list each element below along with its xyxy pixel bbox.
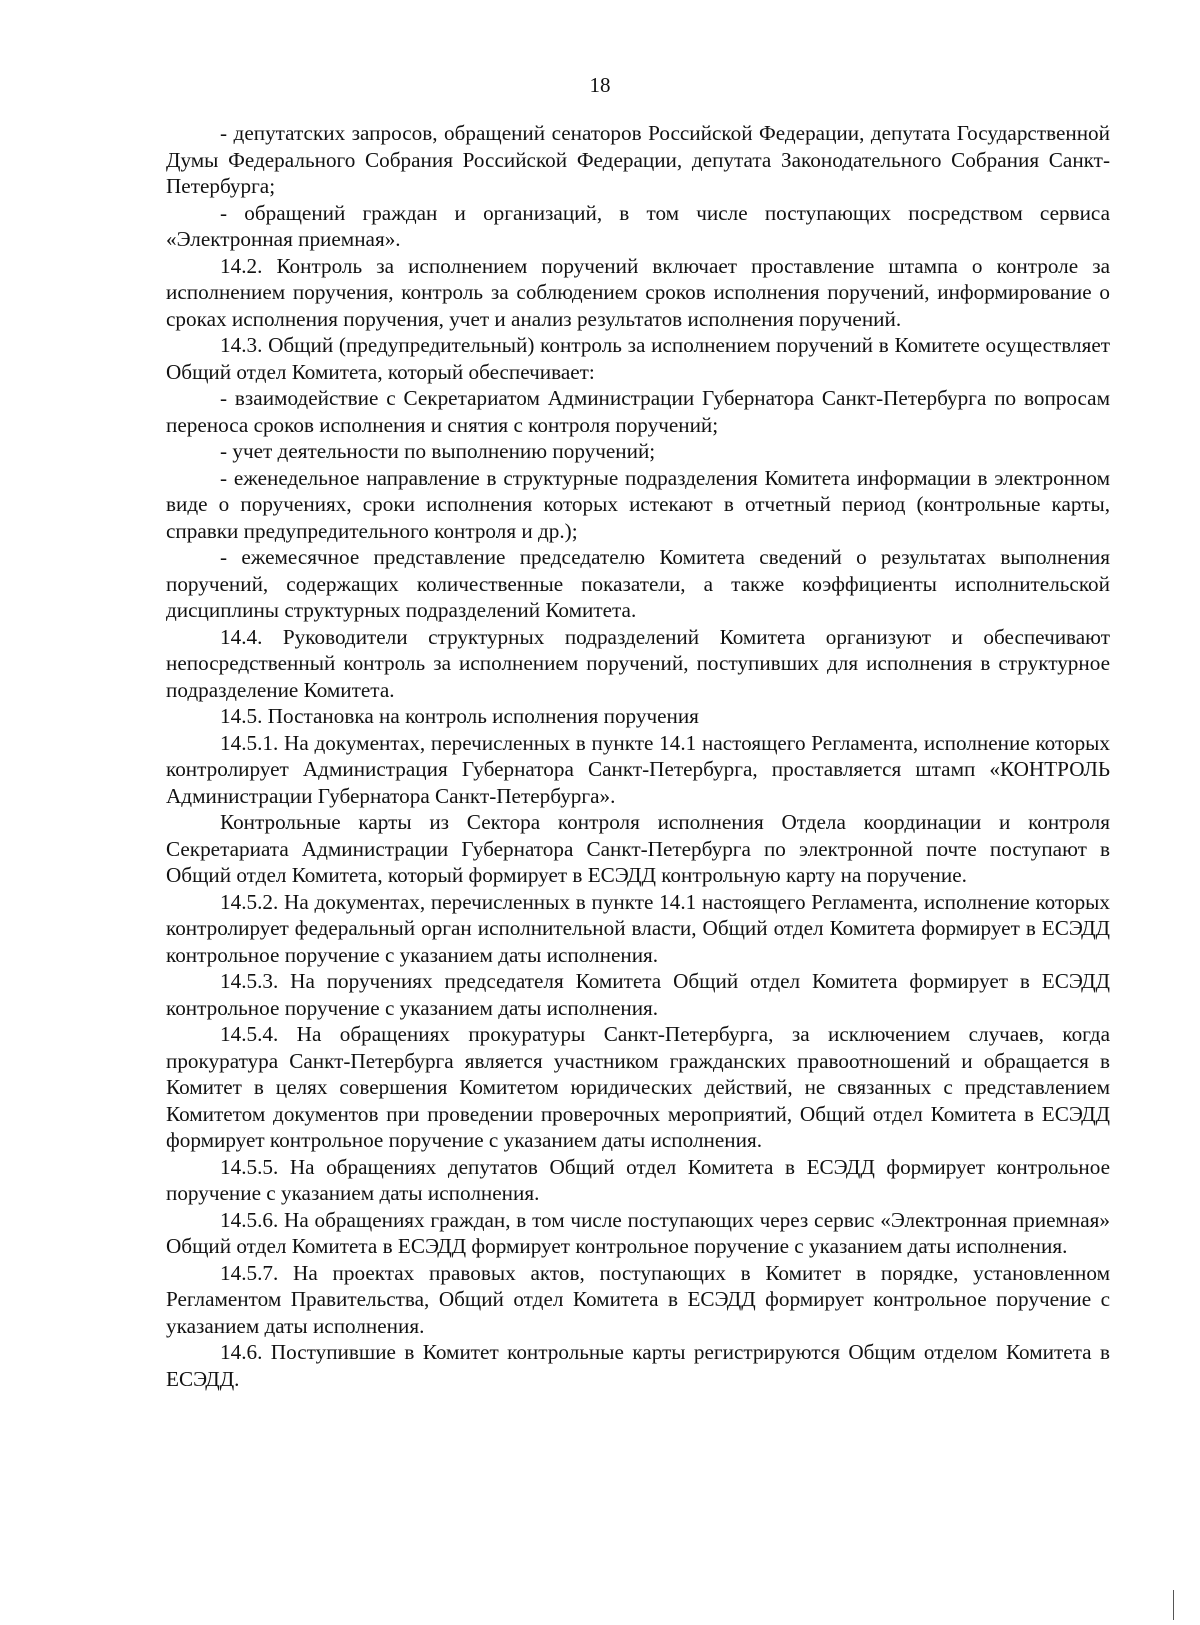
paragraph-14-5: 14.5. Постановка на контроль исполнения поручения xyxy=(220,704,699,728)
paragraph-14-5-7: 14.5.7. На проектах правовых актов, поступающих в Комитет в порядке, установленном Регламентом Правительства, Общий отдел Комитета в ЕСЭДД формирует контрольное поручение с указанием даты исполнения. xyxy=(166,1260,1110,1338)
paragraph-14-5-6: 14.5.6. На обращениях граждан, в том числе поступающих через сервис «Электронная приемная» Общий отдел Комитета в ЕСЭДД формирует контрольное поручение с указанием даты исполнения. xyxy=(166,1207,1110,1258)
paragraph-14-5-4: 14.5.4. На обращениях прокуратуры Санкт-Петербурга, за исключением случаев, когда прокуратура Санкт-Петербурга является участником гражданских правоотношений и обращается в Комитет в целях совершения Комитетом юридических действий, не связанных с представлением Комитетом документов при проведении проверочных мероприятий, Общий отдел Комитета в ЕСЭДД формирует контрольное поручение с указанием даты исполнения. xyxy=(166,1022,1110,1152)
paragraph-14-5-2: 14.5.2. На документах, перечисленных в пункте 14.1 настоящего Регламента, исполнение которых контролирует федеральный орган исполнительной власти, Общий отдел Комитета формирует в ЕСЭДД контрольное поручение с указанием даты исполнения. xyxy=(166,889,1110,967)
document-body xyxy=(166,120,1110,1392)
paragraph-14-4: 14.4. Руководители структурных подразделений Комитета организуют и обеспечивают непосредственный контроль за исполнением поручений, поступивших для исполнения в структурное подразделение Комитета. xyxy=(166,624,1110,702)
paragraph-14-2: 14.2. Контроль за исполнением поручений включает проставление штампа о контроле за исполнением поручения, контроль за соблюдением сроков исполнения поручений, информирование о сроках исполнения поручения, учет и анализ результатов исполнения поручений. xyxy=(166,253,1110,331)
paragraph-14-6: 14.6. Поступившие в Комитет контрольные карты регистрируются Общим отделом Комитета в ЕСЭДД. xyxy=(166,1340,1110,1391)
paragraph-14-5-5: 14.5.5. На обращениях депутатов Общий отдел Комитета в ЕСЭДД формирует контрольное поручение с указанием даты исполнения. xyxy=(166,1154,1110,1205)
paragraph-citizen-appeals: - обращений граждан и организаций, в том числе поступающих посредством сервиса «Электронная приемная». xyxy=(166,200,1110,251)
paragraph-14-5-1: 14.5.1. На документах, перечисленных в пункте 14.1 настоящего Регламента, исполнение которых контролирует Администрация Губернатора Санкт-Петербурга, проставляется штамп «КОНТРОЛЬ Администрации Губернатора Санкт-Петербурга». xyxy=(166,730,1110,808)
paragraph-monthly-report: - ежемесячное представление председателю Комитета сведений о результатах выполнения поручений, содержащих количественные показатели, а также коэффициенты исполнительской дисциплины структурных подразделений Комитета. xyxy=(166,545,1110,622)
paragraph-activity-accounting: - учет деятельности по выполнению поручений; xyxy=(220,439,656,463)
paragraph-control-cards: Контрольные карты из Сектора контроля исполнения Отдела координации и контроля Секретариата Администрации Губернатора Санкт-Петербурга по электронной почте поступают в Общий отдел Комитета, который формирует в ЕСЭДД контрольную карту на поручение. xyxy=(166,810,1110,887)
page-number: 18 xyxy=(589,73,611,97)
paragraph-interaction-secretariat: - взаимодействие с Секретариатом Администрации Губернатора Санкт-Петербурга по вопросам переноса сроков исполнения и снятия с контроля поручений; xyxy=(166,386,1110,437)
paragraph-14-5-3: 14.5.3. На поручениях председателя Комитета Общий отдел Комитета формирует в ЕСЭДД контрольное поручение с указанием даты исполнения. xyxy=(166,969,1110,1020)
paragraph-deputy-requests: - депутатских запросов, обращений сенаторов Российской Федерации, депутата Государственной Думы Федерального Собрания Российской Федерации, депутата Законодательного Собрания Санкт-Петербурга; xyxy=(166,121,1110,198)
paragraph-weekly-direction: - еженедельное направление в структурные подразделения Комитета информации в электронном виде о поручениях, сроки исполнения которых истекают в отчетный период (контрольные карты, справки предупредительного контроля и др.); xyxy=(166,465,1110,543)
paragraph-14-3: 14.3. Общий (предупредительный) контроль за исполнением поручений в Комитете осуществляет Общий отдел Комитета, который обеспечивает: xyxy=(166,333,1110,384)
scan-edge-mark xyxy=(1173,1590,1174,1620)
